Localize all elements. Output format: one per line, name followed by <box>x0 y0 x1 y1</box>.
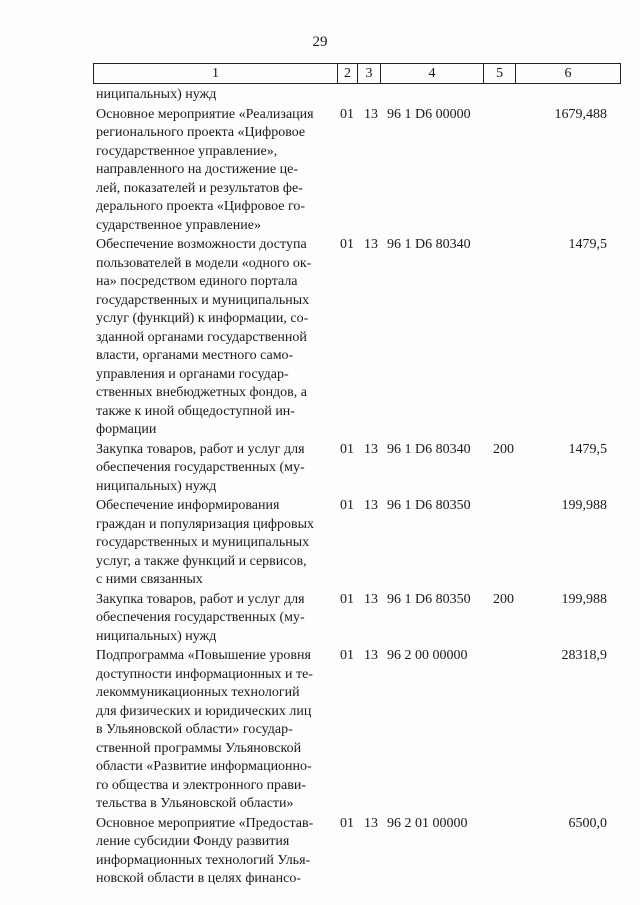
row-expense-type: 200 <box>493 441 514 457</box>
row-expense-type <box>493 86 523 105</box>
row-expense-type <box>493 106 523 236</box>
row-amount: 6500,0 <box>568 815 607 831</box>
row-target-article: 96 1 D6 80350 <box>387 498 471 513</box>
row-description: Основное мероприятие «Реализация регионального проекта «Цифровое государственное управление», направленного на достижение це- лей, показателей и результатов фе- дерального проекта «Цифровое го- сударственное управление» <box>96 106 314 233</box>
row-code-section: 01 <box>340 815 354 831</box>
row-amount: 199,988 <box>561 591 607 607</box>
table-row <box>96 815 636 889</box>
row-code-subsection: 13 <box>364 106 378 122</box>
row-amount: 28318,9 <box>561 648 607 663</box>
row-expense-type <box>493 236 523 440</box>
page-number: 29 <box>312 34 328 50</box>
table-row <box>96 647 636 814</box>
column-header-2: 2 <box>338 64 358 84</box>
row-target-article <box>383 86 493 105</box>
column-header-table <box>93 63 621 84</box>
row-description: Закупка товаров, работ и услуг для обеспечения государственных (му- ниципальных) нужд <box>96 591 305 644</box>
column-header-1: 1 <box>94 64 338 84</box>
row-expense-type <box>493 815 523 889</box>
row-target-article: 96 1 D6 80340 <box>387 237 471 252</box>
row-code-section: 01 <box>340 237 354 252</box>
row-code-subsection <box>359 86 383 105</box>
row-description: ниципальных) нужд <box>96 87 217 102</box>
column-header-3: 3 <box>358 64 381 84</box>
row-amount: 1679,488 <box>554 106 607 122</box>
row-target-article: 96 2 01 00000 <box>387 815 468 831</box>
table-row <box>96 236 636 440</box>
row-code-section: 01 <box>340 106 354 122</box>
row-description: Обеспечение возможности доступа пользователей в модели «одного ок- на» посредством единого портала государственных и муниципальных услуг (функций) к информации, со- зданной органами государственной власти, органами местного само- управления и органами государ- ственных внебюджетных фондов, а также к иной общедоступной ин- формации <box>96 237 312 437</box>
column-header-6: 6 <box>516 64 621 84</box>
column-header-5: 5 <box>484 64 516 84</box>
row-code-subsection: 13 <box>364 237 378 252</box>
row-code-section: 01 <box>340 441 354 457</box>
row-description: Обеспечение информирования граждан и популяризация цифровых государственных и муниципальных услуг, а также функций и сервисов, с ними связанных <box>96 498 314 587</box>
row-code-subsection: 13 <box>364 648 378 663</box>
row-code-subsection: 13 <box>364 815 378 831</box>
row-code-section: 01 <box>340 591 354 607</box>
row-expense-type: 200 <box>493 591 514 607</box>
row-code-section: 01 <box>340 498 354 513</box>
table-row <box>96 441 636 497</box>
table-row <box>96 86 636 105</box>
row-description: Подпрограмма «Повышение уровня доступности информационных и те- лекоммуникационных технологий для физических и юридических лиц в Ульяновской области» государ- ственной программы Ульяновской области «Развитие информационно- го общества и электронного прави- тельства в Ульяновской области» <box>96 648 313 811</box>
table-row <box>96 591 636 647</box>
row-amount: 1479,5 <box>568 441 607 457</box>
row-code-subsection: 13 <box>364 591 378 607</box>
column-header-4: 4 <box>381 64 484 84</box>
row-description: Закупка товаров, работ и услуг для обеспечения государственных (му- ниципальных) нужд <box>96 441 305 494</box>
row-target-article: 96 1 D6 00000 <box>387 106 471 122</box>
row-expense-type <box>493 497 523 590</box>
row-code-subsection: 13 <box>364 441 378 457</box>
row-target-article: 96 2 00 00000 <box>387 648 468 663</box>
row-code-subsection: 13 <box>364 498 378 513</box>
row-code-section <box>335 86 359 105</box>
row-target-article: 96 1 D6 80350 <box>387 591 471 607</box>
budget-table-body <box>96 86 636 889</box>
row-description: Основное мероприятие «Предостав- ление субсидии Фонду развития информационных технологий Улья- новской области в целях финансо- <box>96 815 314 886</box>
table-row <box>96 106 636 236</box>
row-amount: 1479,5 <box>568 237 607 252</box>
row-code-section: 01 <box>340 648 354 663</box>
table-row <box>96 497 636 590</box>
row-amount <box>523 86 613 105</box>
row-target-article: 96 1 D6 80340 <box>387 441 471 457</box>
column-header-row <box>94 64 621 84</box>
row-amount: 199,988 <box>561 498 607 513</box>
row-expense-type <box>493 647 523 814</box>
